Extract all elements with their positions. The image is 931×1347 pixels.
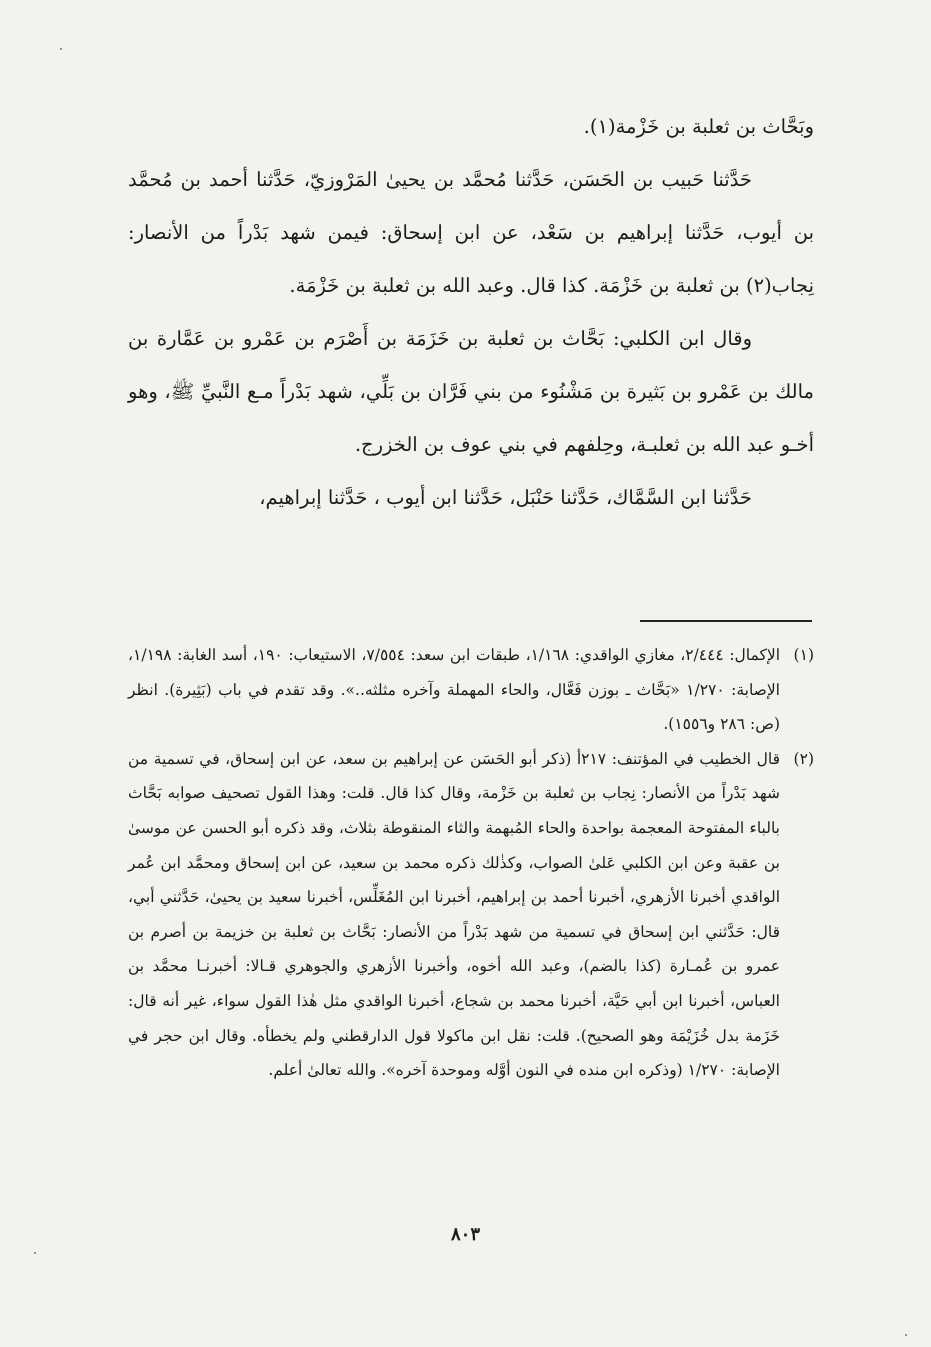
- page-number: ٨٠٣: [450, 1224, 480, 1245]
- footnotes: [128, 638, 814, 1088]
- footnote-1: [128, 638, 814, 742]
- main-paragraph-2: حَدَّثنا حَبيب بن الحَسَن، حَدَّثنا مُحمَّد بن يحيىٰ المَرْوزيّ، حَدَّثنا أحمد بن مُحمَّد بن أيوب، حَدَّثنا إبراهيم بن سَعْد، عن ابن إسحاق: فيمن شهد بَدْراً من الأنصار: نِجاب(٢) بن ثعلبة بن خَزْمَة. كذا قال. وعبد الله بن ثعلبة بن خَزْمَة.: [128, 168, 814, 297]
- paper-speck: [60, 48, 62, 50]
- footnote-2: [128, 742, 814, 1088]
- main-paragraph-4: حَدَّثنا ابن السَّمَّاك، حَدَّثنا حَنْبَل، حَدَّثنا ابن أيوب ، حَدَّثنا إبراهيم،: [259, 486, 752, 509]
- footnote-text: الإكمال: ٢/٤٤٤، مغازي الواقدي: ١/١٦٨، طبقات ابن سعد: ٧/٥٥٤، الاستيعاب: ١٩٠، أسد الغابة: ١/١٩٨، الإصابة: ١/٢٧٠ «بَحَّاث ـ بوزن فَعَّال، والحاء المهملة وآخره مثلثه..». وقد تقدم في باب (بَثِيرة). انظر (ص: ٢٨٦ و١٥٥٦).: [128, 646, 781, 734]
- paper-speck: [905, 1334, 907, 1336]
- main-text: [128, 100, 814, 524]
- footnote-text: قال الخطيب في المؤتنف: ٢١٧أ (ذكر أبو الحَسَن عن إبراهيم بن سعد، عن ابن إسحاق، في تسمية من شهد بَدْراً من الأنصار: نِجاب بن ثعلبة بن خَزْمة، وقال كذا قال. قلت: وهذا القول تصحيف صوابه بَحَّاث بالباء المفتوحة المعجمة بواحدة والحاء المُبهمة والثاء المنقوطة بثلاث، وقد ذكره أبو الحسن عن موسىٰ بن عقبة وعن ابن الكلبي عَلىٰ الصواب، وكذٰلك ذكره محمد بن سعيد، عن ابن إسحاق ومحمَّد ابن عُمر الواقدي أخبرنا الأزهري، أخبرنا أحمد بن إبراهيم، أخبرنا ابن المُغَلِّس، أخبرنا سعيد بن يحيىٰ، حَدَّثني أبي، قال: حَدَّثني ابن إسحاق في تسمية من شهد بَدْراً من الأنصار: بَحَّاث بن ثعلبة بن خزيمة بن أصرم بن عمرو بن عُمـارة (كذا بالضم)، وعبد الله أخوه، وأخبرنا الأزهري والجوهري قـالا: أخبرنـا محمَّد بن العباس، أخبرنا ابن أبي حَيَّة، أخبرنا محمد بن شجاع، أخبرنا الواقدي مثل هٰذا القول سواء، غير أنه قال: خَزَمة بدل خُزَيْمَة وهو الصحيح). قلت: نقل ابن ماكولا قول الدارقطني ولم يخطأه. وقال ابن حجر في الإصابة: ١/٢٧٠ (وذكره ابن منده في النون أوَّله وموحدة آخره». والله تعالىٰ أعلم.: [128, 749, 780, 1080]
- footnote-number: (٢): [793, 749, 814, 768]
- footnote-separator: [640, 620, 812, 622]
- footnote-number: (١): [793, 646, 814, 664]
- main-paragraph-3: وقال ابن الكلبي: بَحَّاث بن ثعلبة بن خَزَمَة بن أَصْرَم بن عَمْرو بن عَمَّارة بن مالك بن عَمْرو بن بَثيرة بن مَشْنُوء من بني فَرَّان بن بَلِّي، شهد بَدْراً مـع النَّبيِّ ﷺ، وهو أخـو عبد الله بن ثعلبـة، وحِلفهم في بني عوف بن الخزرج.: [128, 327, 814, 456]
- paper-speck: [34, 1252, 36, 1254]
- main-paragraph-1: وبَحَّاث بن ثعلبة بن خَزْمة(١).: [583, 115, 814, 138]
